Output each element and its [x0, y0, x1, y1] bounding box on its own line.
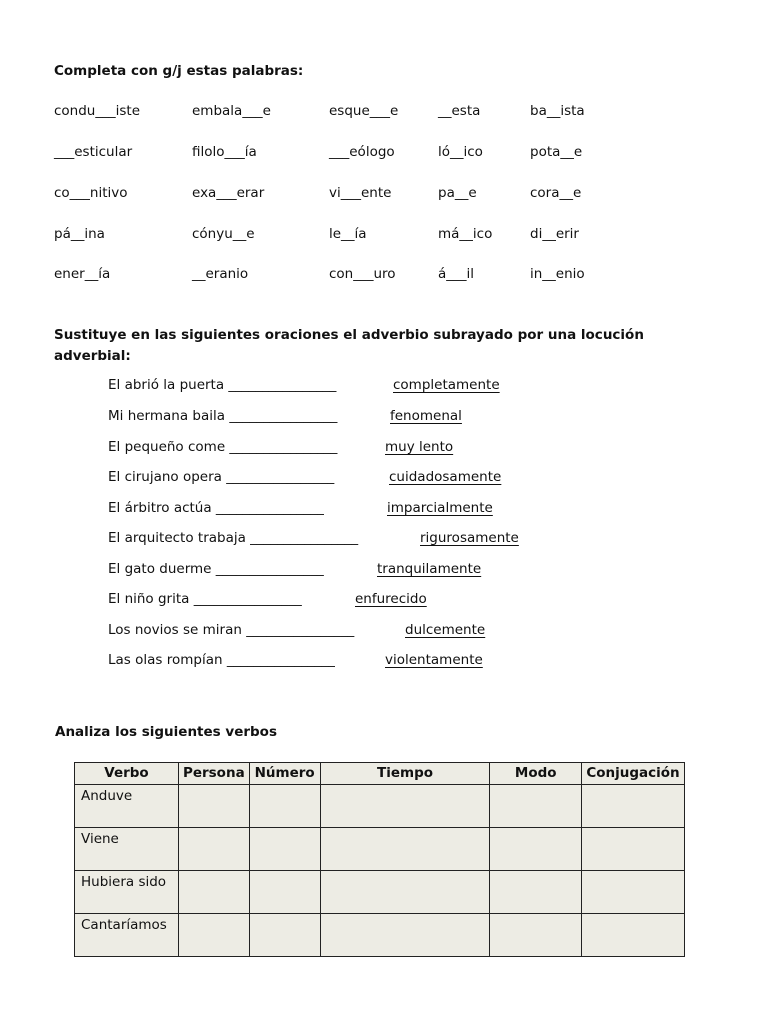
fill-in-word: cónyu__e: [192, 226, 255, 242]
fill-in-word: á___il: [438, 266, 475, 282]
fill-in-word: pota__e: [530, 144, 583, 160]
section1-title: Completa con g/j estas palabras:: [54, 63, 304, 79]
header-modo: Modo: [490, 763, 582, 785]
underlined-adverb: rigurosamente: [420, 530, 519, 546]
section3-title: Analiza los siguientes verbos: [55, 724, 277, 740]
verb-cell: Cantaríamos: [75, 914, 179, 957]
fill-in-word: cora__e: [530, 185, 582, 201]
underlined-adverb: cuidadosamente: [389, 469, 502, 485]
fill-in-word: exa___erar: [192, 185, 265, 201]
table-row: [75, 871, 685, 914]
numero-cell[interactable]: [249, 914, 320, 957]
fill-in-word: le__ía: [329, 226, 367, 242]
fill-in-word: pá__ina: [54, 226, 105, 242]
fill-in-word: con___uro: [329, 266, 396, 282]
verb-cell: Viene: [75, 828, 179, 871]
underlined-adverb: muy lento: [385, 439, 454, 455]
tiempo-cell[interactable]: [320, 828, 490, 871]
numero-cell[interactable]: [249, 785, 320, 828]
fill-in-word: in__enio: [530, 266, 585, 282]
sentence-text: El gato duerme ________________: [108, 561, 324, 577]
fill-in-word: esque___e: [329, 103, 399, 119]
modo-cell[interactable]: [490, 785, 582, 828]
header-numero: Número: [249, 763, 320, 785]
section2-title: Sustituye en las siguientes oraciones el adverbio subrayado por una locución adverbial:: [54, 327, 644, 364]
underlined-adverb: dulcemente: [405, 622, 486, 638]
fill-in-word: __eranio: [192, 266, 249, 282]
conjugacion-cell[interactable]: [581, 785, 684, 828]
conjugacion-cell[interactable]: [581, 871, 684, 914]
sentence-text: El arquitecto trabaja ________________: [108, 530, 359, 546]
fill-in-word: ___eólogo: [329, 144, 395, 160]
fill-in-word: vi___ente: [329, 185, 392, 201]
verb-cell: Hubiera sido: [75, 871, 179, 914]
sentence-text: Los novios se miran ________________: [108, 622, 355, 638]
persona-cell[interactable]: [178, 914, 249, 957]
fill-in-word: ba__ista: [530, 103, 585, 119]
modo-cell[interactable]: [490, 914, 582, 957]
persona-cell[interactable]: [178, 871, 249, 914]
persona-cell[interactable]: [178, 785, 249, 828]
underlined-adverb: tranquilamente: [377, 561, 482, 577]
sentence-text: Mi hermana baila ________________: [108, 408, 338, 424]
fill-in-word: ener__ía: [54, 266, 111, 282]
numero-cell[interactable]: [249, 828, 320, 871]
fill-in-word: filolo___ía: [192, 144, 257, 160]
table-row: [75, 914, 685, 957]
header-tiempo: Tiempo: [320, 763, 490, 785]
verb-analysis-table: [74, 762, 685, 957]
sentence-text: El cirujano opera ________________: [108, 469, 335, 485]
fill-in-word: pa__e: [438, 185, 477, 201]
fill-in-word: co___nitivo: [54, 185, 128, 201]
table-header-row: [75, 763, 685, 785]
sentence-text: Las olas rompían ________________: [108, 652, 335, 668]
underlined-adverb: enfurecido: [355, 591, 427, 607]
fill-in-word: má__ico: [438, 226, 493, 242]
sentence-text: El pequeño come ________________: [108, 439, 338, 455]
modo-cell[interactable]: [490, 828, 582, 871]
table-row: [75, 828, 685, 871]
sentence-text: El abrió la puerta ________________: [108, 377, 337, 393]
underlined-adverb: completamente: [393, 377, 500, 393]
tiempo-cell[interactable]: [320, 871, 490, 914]
table-row: [75, 785, 685, 828]
underlined-adverb: fenomenal: [390, 408, 462, 424]
underlined-adverb: imparcialmente: [387, 500, 493, 516]
header-conjugacion: Conjugación: [581, 763, 684, 785]
fill-in-word: di__erir: [530, 226, 579, 242]
fill-in-word: ___esticular: [54, 144, 133, 160]
tiempo-cell[interactable]: [320, 914, 490, 957]
underlined-adverb: violentamente: [385, 652, 483, 668]
tiempo-cell[interactable]: [320, 785, 490, 828]
fill-in-word: ló__ico: [438, 144, 483, 160]
verb-cell: Anduve: [75, 785, 179, 828]
fill-in-word: embala___e: [192, 103, 271, 119]
fill-in-word: __esta: [438, 103, 481, 119]
fill-in-word: condu___iste: [54, 103, 140, 119]
conjugacion-cell[interactable]: [581, 914, 684, 957]
sentence-text: El niño grita ________________: [108, 591, 302, 607]
persona-cell[interactable]: [178, 828, 249, 871]
modo-cell[interactable]: [490, 871, 582, 914]
header-persona: Persona: [178, 763, 249, 785]
sentence-text: El árbitro actúa ________________: [108, 500, 324, 516]
conjugacion-cell[interactable]: [581, 828, 684, 871]
header-verbo: Verbo: [75, 763, 179, 785]
numero-cell[interactable]: [249, 871, 320, 914]
